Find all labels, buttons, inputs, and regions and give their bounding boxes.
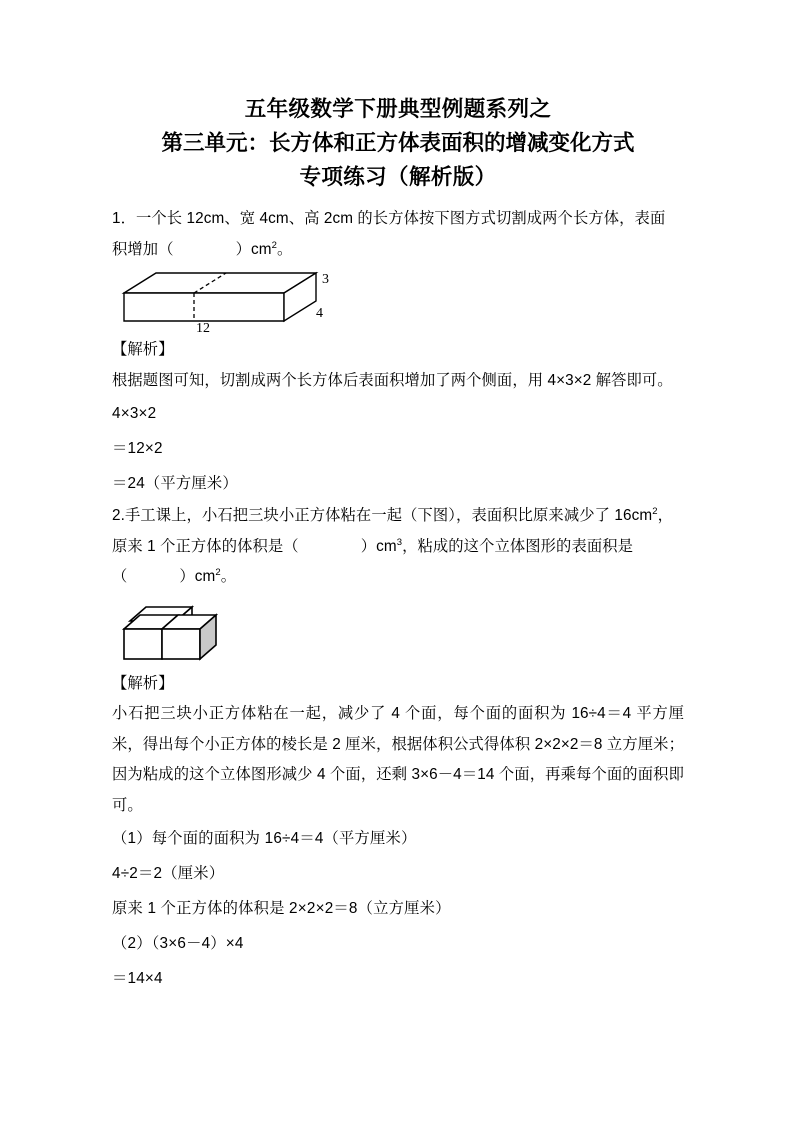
cuboid-front-face (124, 293, 284, 321)
page-title (112, 92, 684, 194)
problem-2-statement (112, 501, 684, 532)
problem-2-statement-line3 (112, 562, 684, 593)
problem-1-statement (112, 204, 684, 235)
problem-2-text-a-end: ， (657, 507, 673, 524)
problem-1-text-b-end: 。 (276, 240, 293, 258)
cuboid-cut-figure (112, 269, 684, 333)
problem-2-statement-line2 (112, 532, 684, 563)
page-content (112, 92, 684, 996)
problem-1-analysis-label: 【解析】 (112, 341, 174, 358)
cuboid-label-depth: 4 (316, 306, 323, 321)
problem-1-calc-line-2: ＝12×2 (112, 440, 163, 457)
problem-1-calc-line-1: 4×3×2 (112, 405, 157, 422)
problem-1-text-b-pre: 积增加（ (112, 240, 174, 258)
problem-1-text-a: 一个长 12cm、宽 4cm、高 2cm 的长方体按下图方式切割成两个长方体，表面 (136, 210, 666, 227)
problem-1-statement-line2 (112, 235, 684, 266)
problem-2-calc-line-3: 原来 1 个正方体的体积是 2×2×2＝8（立方厘米） (112, 900, 451, 917)
problem-2-text-b-pre: 原来 1 个正方体的体积是（ (112, 537, 299, 555)
title-line-3: 专项练习（解析版） (299, 165, 497, 189)
problem-2-text-c-post: ）cm (179, 568, 216, 585)
problem-2-text-b-post: ）cm (360, 537, 397, 555)
problem-2-unit-superscript-b: 3 (396, 536, 403, 548)
problem-2-text-b-end: ，粘成的这个立体图形的表面积是 (402, 537, 634, 555)
cuboid-label-length: 12 (196, 321, 210, 333)
problem-2-calc-line-5: ＝14×4 (112, 970, 163, 987)
problem-1-calc-line-3: ＝24（平方厘米） (112, 475, 238, 492)
cuboid-svg (116, 269, 346, 333)
problem-2-unit-superscript-a: 2 (652, 505, 658, 517)
problem-1-unit-superscript: 2 (271, 239, 277, 251)
problem-2-number: 2. (112, 507, 125, 524)
title-line-2: 第三单元：长方体和正方体表面积的增减变化方式 (161, 131, 635, 155)
problem-2-calc-line-2: 4÷2＝2（厘米） (112, 865, 225, 882)
problem-2-unit-superscript-c: 2 (215, 566, 221, 578)
problem-2-calc-line-1: （1）每个面的面积为 16÷4＝4（平方厘米） (112, 830, 417, 847)
cuboid-label-height: 3 (322, 272, 329, 287)
cube-right-front-face (162, 629, 200, 659)
problem-1-text-b-post: ）cm (235, 240, 272, 258)
problem-2-analysis-label: 【解析】 (112, 674, 174, 692)
problem-2-text-c-pre: （ (112, 568, 128, 585)
problem-2-calc-line-4: （2）（3×6－4）×4 (112, 935, 244, 952)
problem-1-number: 1． (112, 210, 137, 227)
cubes-svg (116, 603, 266, 665)
cube-left-front-face (124, 629, 162, 659)
problem-1-analysis-text: 根据题图可知，切割成两个长方体后表面积增加了两个侧面，用 4×3×2 解答即可。 (112, 371, 673, 389)
problem-2-analysis-text: 小石把三块小正方体粘在一起，减少了 4 个面，每个面的面积为 16÷4＝4 平方厘米，得出每个小正方体的棱长是 2 厘米，根据体积公式得体积 2×2×2＝8 立方厘米；因为粘成的这个立体图形减少 4 个面，还剩 3×6－4＝14 个面，再乘每个面的面积即可。 (112, 705, 684, 814)
three-glued-cubes-figure (112, 603, 684, 665)
title-line-1: 五年级数学下册典型例题系列之 (244, 97, 552, 121)
problem-2-text-c-end: 。 (220, 568, 237, 585)
problem-2-text-a: 手工课上，小石把三块小正方体粘在一起（下图），表面积比原来减少了 16cm (124, 507, 653, 524)
